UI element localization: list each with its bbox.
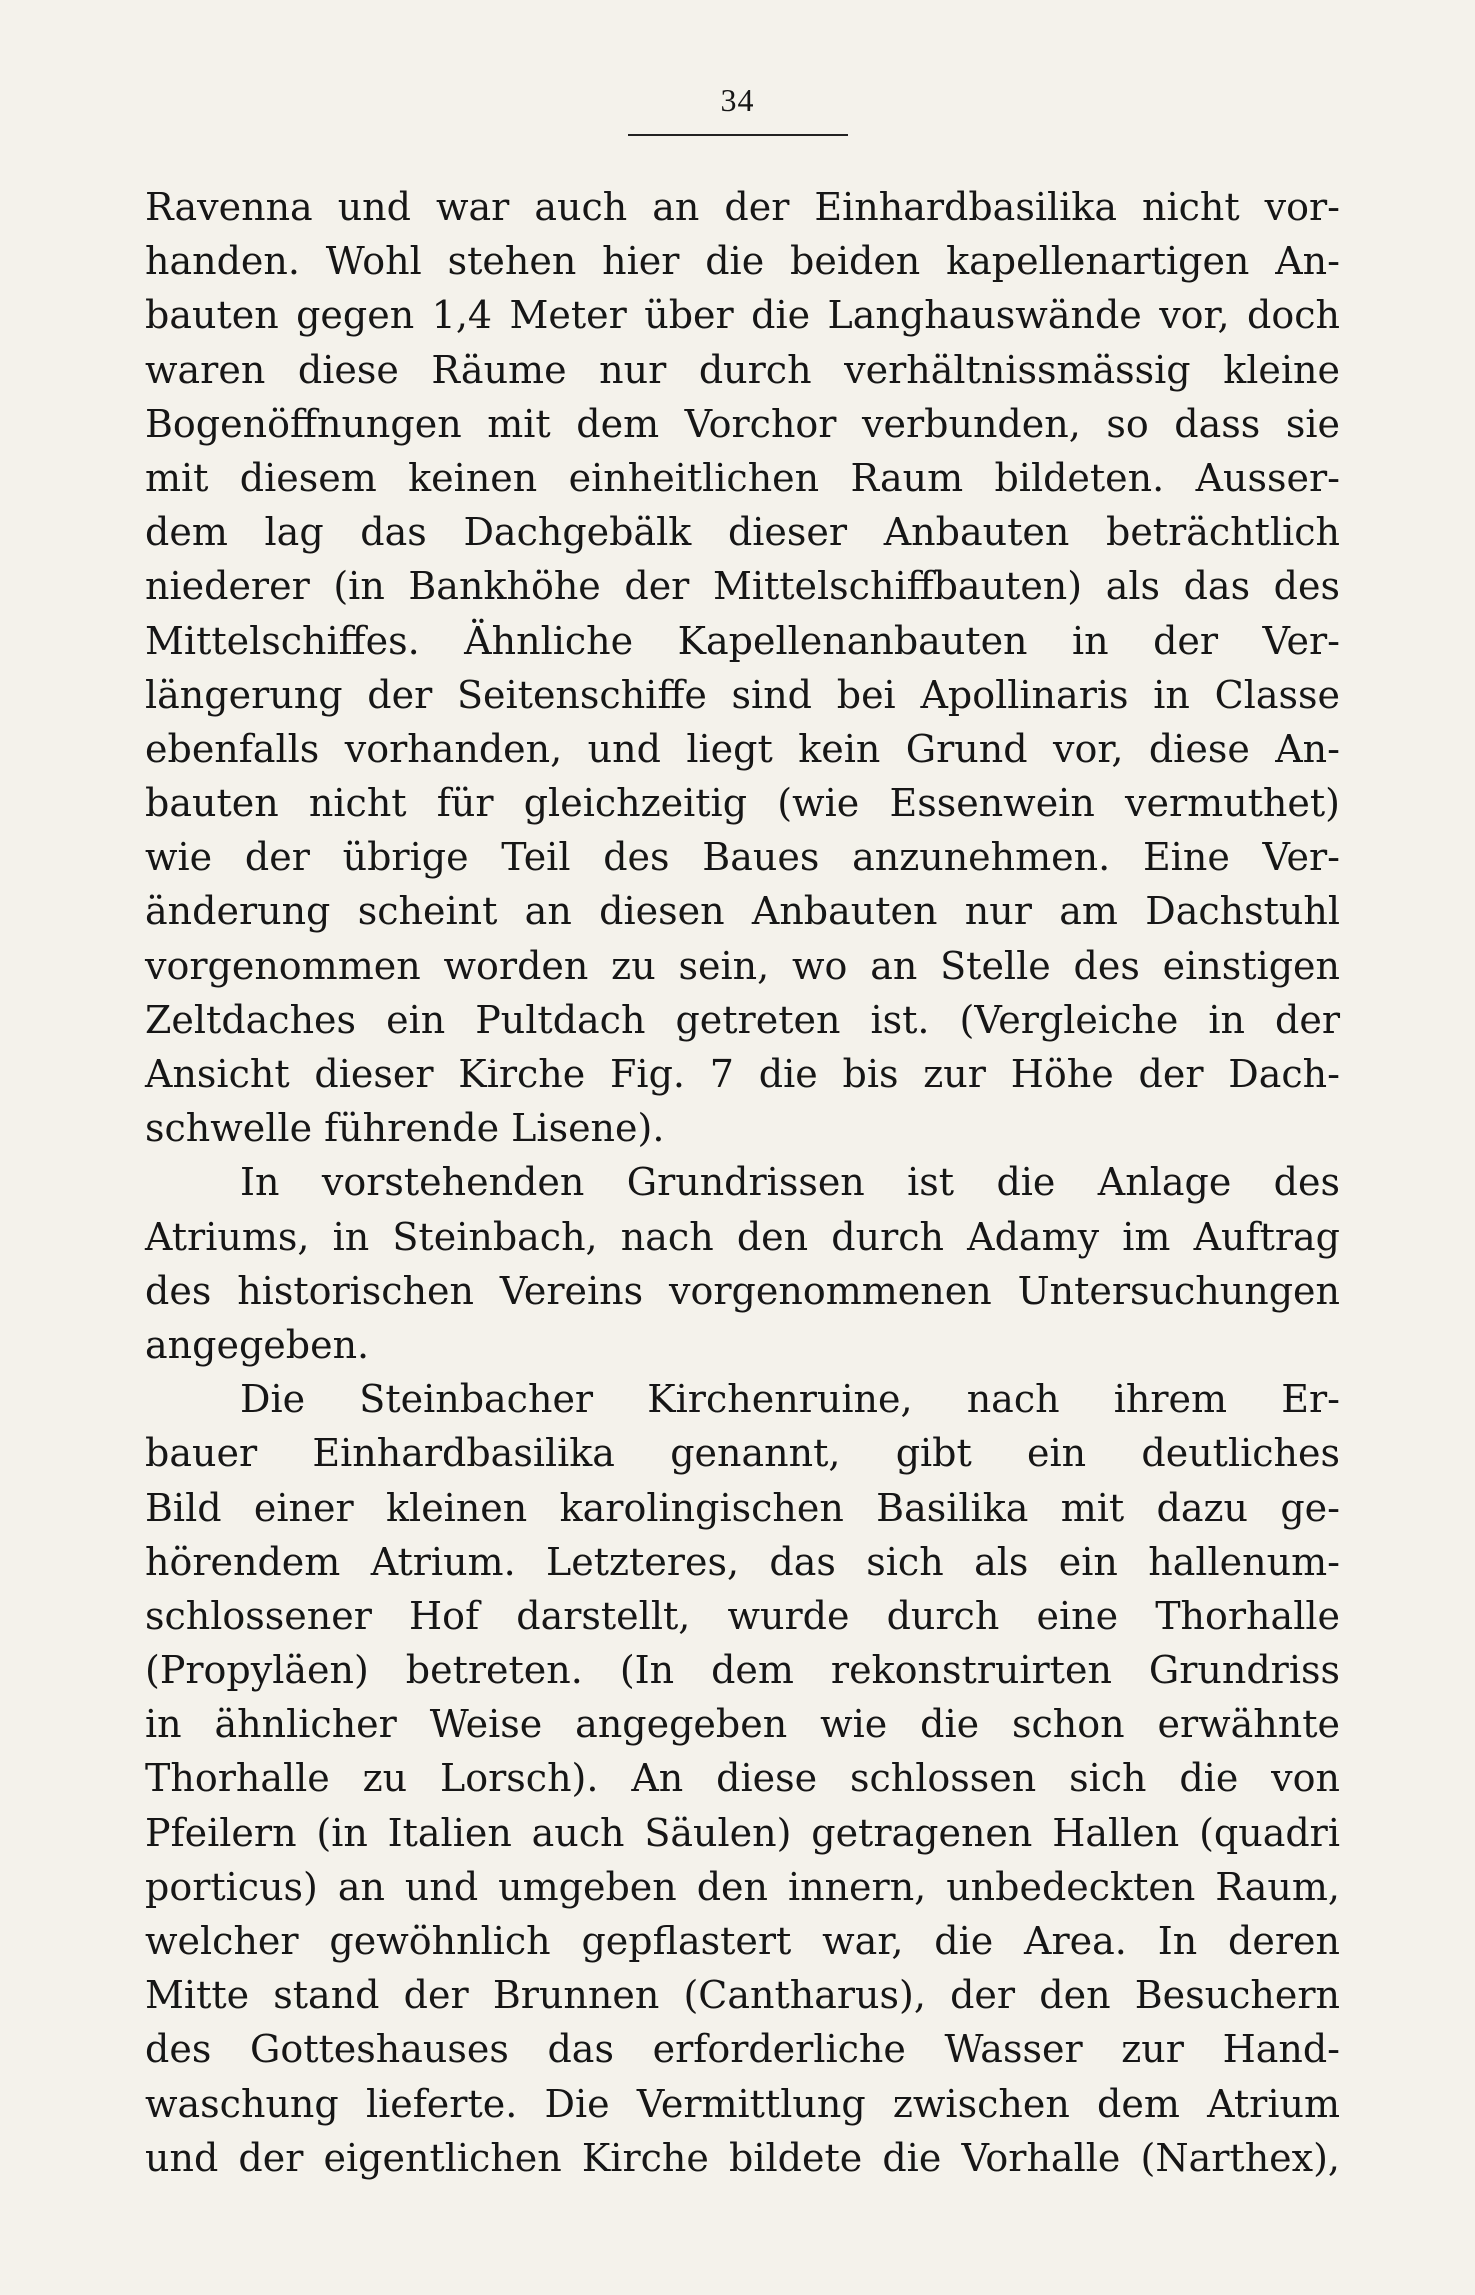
text-line: ebenfalls vorhanden, und liegt kein Grund vor, diese An- [145, 726, 1340, 771]
text-line: änderung scheint an diesen Anbauten nur am Dachstuhl [145, 889, 1340, 934]
text-line: bauten nicht für gleichzeitig (wie Essenwein vermuthet) [145, 781, 1340, 826]
text-line: hörendem Atrium. Letzteres, das sich als ein hallenum- [145, 1539, 1340, 1584]
text-line: (Propyläen) betreten. (In dem rekonstruirten Grundriss [145, 1648, 1340, 1693]
text-line: schwelle führende Lisene). [145, 1106, 665, 1151]
text-line: wie der übrige Teil des Baues anzunehmen. Eine Ver- [145, 835, 1340, 880]
text-line: Bild einer kleinen karolingischen Basilika mit dazu ge- [145, 1485, 1340, 1530]
text-line: in ähnlicher Weise angegeben wie die schon erwähnte [145, 1702, 1340, 1747]
text-line: bauten gegen 1,4 Meter über die Langhauswände vor, doch [145, 293, 1340, 338]
text-line: waschung lieferte. Die Vermittlung zwischen dem Atrium [145, 2081, 1340, 2126]
text-line: welcher gewöhnlich gepflastert war, die Area. In deren [145, 1919, 1340, 1963]
text-line: längerung der Seitenschiffe sind bei Apollinaris in Classe [145, 672, 1340, 717]
text-line: bauer Einhardbasilika genannt, gibt ein deutliches [145, 1431, 1340, 1476]
text-line: Ansicht dieser Kirche Fig. 7 die bis zur Höhe der Dach- [145, 1052, 1340, 1096]
text-line: des historischen Vereins vorgenommenen Untersuchungen [145, 1268, 1340, 1313]
text-line: Zeltdaches ein Pultdach getreten ist. (Vergleiche in der [145, 997, 1340, 1042]
page-number: 34 [720, 82, 755, 118]
header-rule [628, 134, 848, 136]
text-line: vorgenommen worden zu sein, wo an Stelle des einstigen [145, 943, 1340, 988]
text-line: Die Steinbacher Kirchenruine, nach ihrem Er- [240, 1377, 1340, 1422]
text-line: angegeben. [145, 1322, 370, 1367]
text-line: mit diesem keinen einheitlichen Raum bildeten. Ausser- [145, 455, 1340, 500]
body-text [145, 180, 1340, 2185]
text-line: dem lag das Dachgebälk dieser Anbauten beträchtlich [145, 510, 1340, 555]
text-line: In vorstehenden Grundrissen ist die Anlage des [240, 1160, 1340, 1205]
text-line: und der eigentlichen Kirche bildete die Vorhalle (Narthex), [145, 2135, 1340, 2180]
text-line: porticus) an und umgeben den innern, unbedeckten Raum, [145, 1864, 1340, 1909]
text-line: Bogenöffnungen mit dem Vorchor verbunden, so dass sie [145, 401, 1340, 446]
text-line: Ravenna und war auch an der Einhardbasilika nicht vor- [145, 185, 1340, 229]
text-line: schlossener Hof darstellt, wurde durch eine Thorhalle [145, 1593, 1340, 1638]
text-line: waren diese Räume nur durch verhältnissmässig kleine [145, 347, 1340, 392]
text-line: Mitte stand der Brunnen (Cantharus), der den Besuchern [145, 1973, 1340, 2018]
text-line: Thorhalle zu Lorsch). An diese schlossen sich die von [145, 1756, 1340, 1801]
text-line: Atriums, in Steinbach, nach den durch Adamy im Auftrag [145, 1214, 1340, 1259]
text-line: Pfeilern (in Italien auch Säulen) getragenen Hallen (quadri [145, 1810, 1340, 1855]
text-line: Mittelschiffes. Ähnliche Kapellenanbauten in der Ver- [145, 618, 1340, 663]
text-line: handen. Wohl stehen hier die beiden kapellenartigen An- [145, 239, 1340, 284]
text-line: des Gotteshauses das erforderliche Wasser zur Hand- [145, 2027, 1340, 2072]
text-line: niederer (in Bankhöhe der Mittelschiffbauten) als das des [145, 564, 1340, 609]
